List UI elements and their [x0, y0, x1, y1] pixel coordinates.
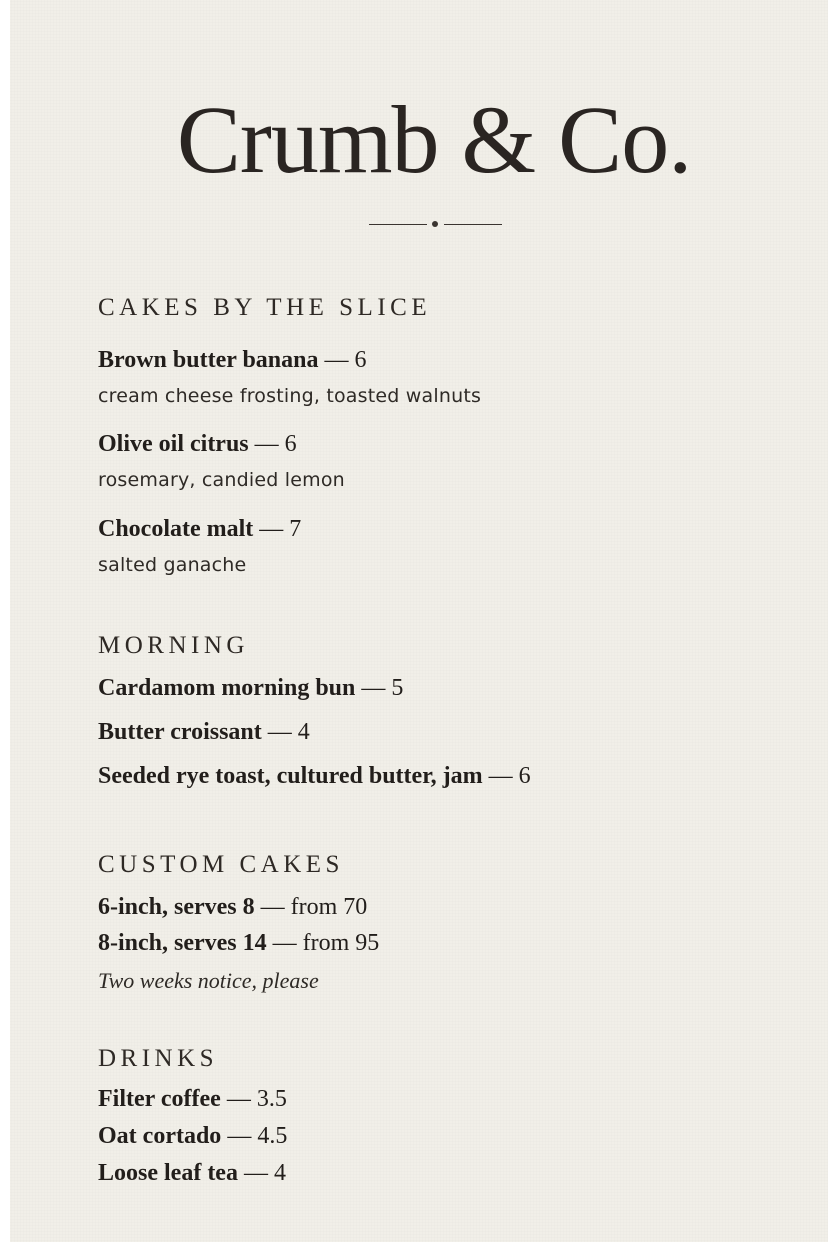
menu-item	[98, 930, 379, 957]
section-note: Two weeks notice, please	[98, 968, 319, 993]
item-separator: —	[324, 347, 349, 373]
menu-item	[98, 1086, 287, 1113]
divider-line-right	[444, 224, 502, 225]
item-name: Olive oil citrus	[98, 431, 249, 457]
brand-title: Crumb & Co.	[176, 86, 692, 193]
item-name: 6-inch, serves 8	[98, 894, 255, 920]
item-price: 3.5	[256, 1086, 287, 1112]
item-name: Butter croissant	[98, 719, 262, 745]
divider-dot	[432, 221, 438, 227]
item-separator: —	[259, 516, 284, 542]
item-description: rosemary, candied lemon	[98, 469, 345, 491]
item-price: 6	[518, 763, 531, 789]
item-price: 4	[273, 1160, 286, 1186]
menu-item	[98, 894, 367, 921]
menu-item	[98, 1123, 287, 1150]
item-description: cream cheese frosting, toasted walnuts	[98, 385, 482, 407]
menu-item	[98, 719, 310, 746]
item-separator: —	[488, 763, 513, 789]
item-separator: —	[361, 675, 386, 701]
item-separator: —	[272, 930, 297, 956]
item-name: Filter coffee	[98, 1086, 221, 1112]
menu-item	[98, 1160, 286, 1187]
item-name: Oat cortado	[98, 1123, 222, 1149]
item-separator: —	[254, 431, 279, 457]
menu-item	[98, 431, 297, 458]
item-price: from 70	[290, 894, 368, 920]
menu-item	[98, 347, 367, 374]
item-separator: —	[227, 1123, 252, 1149]
divider-ornament	[369, 218, 503, 230]
divider-line-left	[369, 224, 427, 225]
item-separator: —	[226, 1086, 251, 1112]
section-title-cakes: CAKES BY THE SLICE	[98, 294, 432, 321]
item-name: Cardamom morning bun	[98, 675, 356, 701]
menu-item	[98, 516, 301, 543]
item-price: 6	[354, 347, 367, 373]
section-title-drinks: DRINKS	[98, 1045, 219, 1072]
section-title-custom-cakes: CUSTOM CAKES	[98, 851, 344, 878]
item-name: Brown butter banana	[98, 347, 319, 373]
item-separator: —	[243, 1160, 268, 1186]
section-title-morning: MORNING	[98, 632, 249, 659]
item-name: Chocolate malt	[98, 516, 254, 542]
item-price: 5	[391, 675, 404, 701]
item-name: Seeded rye toast, cultured butter, jam	[98, 763, 483, 789]
item-price: 6	[284, 431, 297, 457]
item-price: 4.5	[257, 1123, 288, 1149]
menu-item	[98, 763, 531, 790]
item-price: from 95	[302, 930, 380, 956]
menu-item	[98, 675, 403, 702]
item-name: Loose leaf tea	[98, 1160, 238, 1186]
item-separator: —	[260, 894, 285, 920]
item-description: salted ganache	[98, 554, 247, 576]
item-separator: —	[267, 719, 292, 745]
item-price: 4	[297, 719, 310, 745]
menu-card	[10, 0, 828, 1242]
item-name: 8-inch, serves 14	[98, 930, 267, 956]
item-price: 7	[289, 516, 302, 542]
